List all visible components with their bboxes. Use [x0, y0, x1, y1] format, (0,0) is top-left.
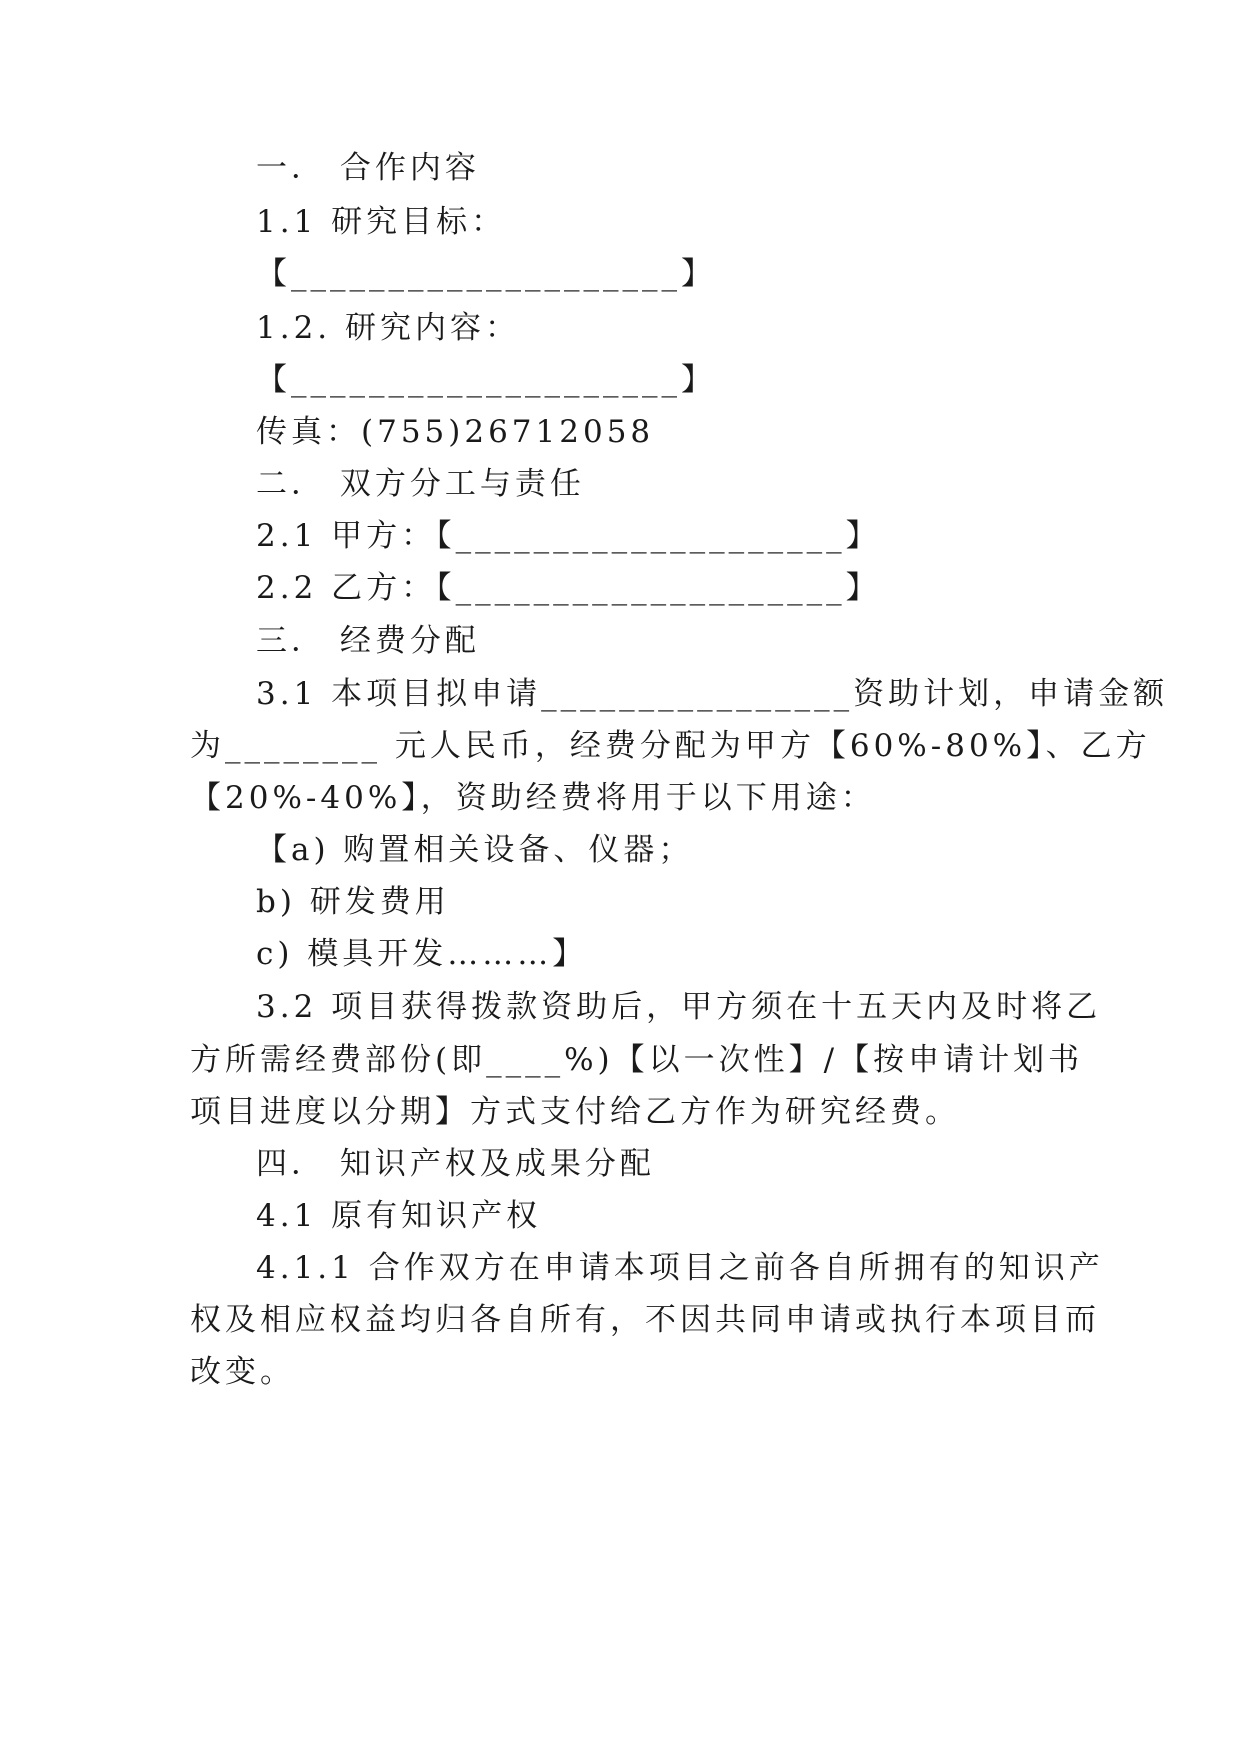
section-heading-3: 三． 经费分配 — [256, 623, 480, 659]
blank-research-goal: 【____________________】 — [256, 256, 716, 292]
usage-item-b: b) 研发费用 — [256, 884, 450, 920]
ip-paragraph-line-3: 改变。 — [190, 1354, 295, 1390]
payment-paragraph-line-2: 方所需经费部份(即____%)【以一次性】/【按申请计划书 — [190, 1042, 1084, 1078]
payment-paragraph-line-3: 项目进度以分期】方式支付给乙方作为研究经费。 — [190, 1094, 960, 1130]
funding-paragraph-line-3: 【20%-40%】，资助经费将用于以下用途： — [190, 780, 876, 816]
funding-paragraph-line-2: 为________ 元人民币，经费分配为甲方【60%-80%】、乙方 — [190, 728, 1151, 764]
ip-paragraph-line-1: 4.1.1 合作双方在申请本项目之前各自所拥有的知识产 — [256, 1250, 1104, 1286]
fax-line: 传真：(755)26712058 — [256, 414, 655, 450]
party-a-line: 2.1 甲方：【____________________】 — [256, 518, 881, 554]
blank-research-content: 【____________________】 — [256, 362, 716, 398]
subheading-original-ip: 4.1 原有知识产权 — [256, 1198, 542, 1234]
funding-paragraph-line-1: 3.1 本项目拟申请________________资助计划，申请金额 — [256, 676, 1169, 712]
subheading-research-goal: 1.1 研究目标： — [256, 204, 507, 240]
payment-paragraph-line-1: 3.2 项目获得拨款资助后，甲方须在十五天内及时将乙 — [256, 989, 1102, 1025]
section-heading-4: 四． 知识产权及成果分配 — [256, 1146, 655, 1182]
subheading-research-content: 1.2. 研究内容： — [256, 310, 521, 346]
section-heading-1: 一． 合作内容 — [256, 150, 480, 186]
party-b-line: 2.2 乙方：【____________________】 — [256, 570, 881, 606]
ip-paragraph-line-2: 权及相应权益均归各自所有，不因共同申请或执行本项目而 — [190, 1302, 1100, 1338]
usage-item-c: c) 模具开发………】 — [256, 936, 588, 972]
usage-item-a: 【a) 购置相关设备、仪器； — [256, 832, 694, 868]
section-heading-2: 二． 双方分工与责任 — [256, 466, 585, 502]
